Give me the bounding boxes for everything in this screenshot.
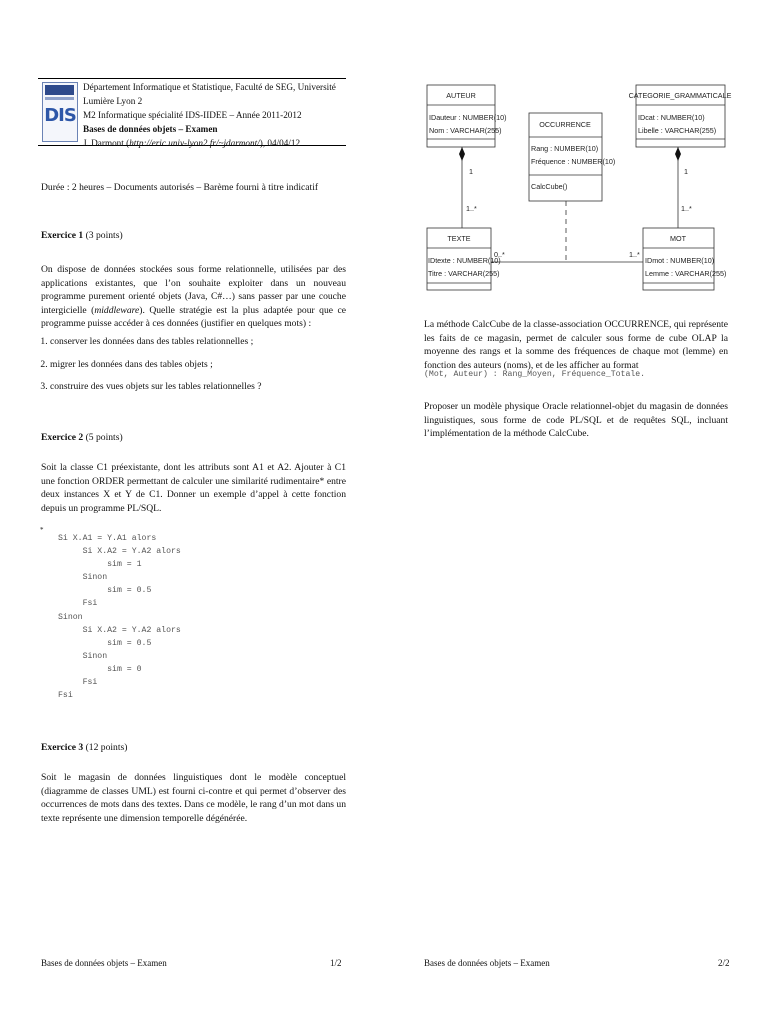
calccube-description: La méthode CalcCube de la classe-association OCCURRENCE, qui représente les faits de ce magasin, permet de calculer sous forme de cube OLAP la moyenne des rangs et la somme des fréquences de chaque mot (lemme) en fonction des auteurs (noms), et de les afficher au format	[424, 319, 728, 371]
mult-categorie-one: 1	[684, 167, 688, 176]
class-categorie-attr-1: IDcat : NUMBER(10)	[638, 113, 705, 122]
footer-title-p1: Bases de données objets – Examen	[41, 958, 167, 968]
ex1-points: (3 points)	[85, 230, 123, 241]
header-top-rule	[38, 78, 346, 79]
class-mot-attr-1: IDmot : NUMBER(10)	[645, 256, 715, 265]
ex2-footnote-mark: *	[40, 526, 44, 534]
dis-logo	[42, 82, 78, 142]
logo-band	[45, 85, 74, 95]
header-author	[83, 136, 353, 150]
mult-texte-many: 1..*	[466, 204, 477, 213]
composition-diamond-auteur	[459, 147, 465, 161]
class-mot-attr-2: Lemme : VARCHAR(255)	[645, 269, 727, 278]
class-occurrence-attr-2: Fréquence : NUMBER(10)	[531, 157, 616, 166]
ex1-title: Exercice 1	[41, 230, 84, 241]
class-texte-attr-2: Titre : VARCHAR(255)	[428, 269, 500, 278]
ex3-points: (12 points)	[85, 742, 128, 753]
ex1-option-2: 2. migrer les données dans des tables objets ;	[50, 358, 370, 372]
class-auteur-attr-1: IDauteur : NUMBER(10)	[429, 113, 507, 122]
class-texte-name: TEXTE	[447, 234, 471, 243]
page-2	[384, 0, 768, 1024]
ex1-option-3: 3. construire des vues objets sur les tables relationnelles ?	[50, 380, 370, 394]
class-occurrence-name: OCCURRENCE	[539, 120, 591, 129]
logo-text: DIS	[44, 105, 76, 126]
ex2-points: (5 points)	[85, 432, 123, 443]
mult-texte-zero-many: 0..*	[494, 250, 505, 259]
class-occurrence-method-1: CalcCube()	[531, 182, 568, 191]
class-mot-name: MOT	[670, 234, 686, 243]
ex2-heading	[41, 431, 351, 445]
ex1-paragraph	[41, 263, 346, 331]
header-course: Bases de données objets – Examen	[83, 124, 218, 134]
ex1-heading	[41, 229, 351, 243]
ex3-paragraph: Soit le magasin de données linguistiques dont le modèle conceptuel (diagramme de classes UML) est fourni ci-contre et qui permet d’observer des occurrences de mots dans des textes. Dans ce modèle, le rang d’un mot dans un texte représente une dimension temporelle dégénérée.	[41, 772, 346, 824]
calccube-format: (Mot, Auteur) : Rang_Moyen, Fréquence_Totale.	[424, 370, 646, 379]
class-texte-attr-1: IDtexte : NUMBER(10)	[428, 256, 501, 265]
ex1-option-1: 1. conserver les données dans des tables relationnelles ;	[50, 335, 370, 349]
ex2-paragraph: Soit la classe C1 préexistante, dont les attributs sont A1 et A2. Ajouter à C1 une fonction ORDER permettant de calculer une similarité rudimentaire* entre deux instances X et Y de C1. Donner un exemple d’appel à cette fonction depuis un programme PL/SQL.	[41, 462, 346, 514]
ex1-text: On dispose de données stockées sous forme relationnelle, utilisées par des applications existantes, que l’on souhaite exploiter dans un nouveau programme purement orienté objets (Java, C#…) sans passer par une couche intergicielle (	[41, 264, 346, 316]
header-author-suffix: ), 04/04/12	[259, 138, 301, 148]
mult-mot-one-many: 1..*	[629, 250, 640, 259]
exam-intro: Durée : 2 heures – Documents autorisés – Barème fourni à titre indicatif	[41, 182, 319, 193]
ex1-text-italic: middleware	[94, 304, 140, 316]
class-occurrence-attr-1: Rang : NUMBER(10)	[531, 144, 599, 153]
mult-mot-many: 1..*	[681, 204, 692, 213]
ex1-options	[24, 335, 370, 403]
footer-page-1: 1/2	[330, 958, 342, 968]
header-department: Département Informatique et Statistique, Faculté de SEG, Université Lumière Lyon 2	[83, 82, 336, 106]
header-author-prefix: J. Darmont (	[83, 138, 130, 148]
composition-diamond-categorie	[675, 147, 681, 161]
ex2-pseudocode: Si X.A1 = Y.A1 alors Si X.A2 = Y.A2 alors sim = 1 Sinon sim = 0.5 Fsi Sinon Si X.A2 = Y.A2 alors sim = 0.5 Sinon sim = 0 Fsi Fsi	[58, 534, 181, 701]
mult-auteur-one: 1	[469, 167, 473, 176]
header-lines	[83, 80, 353, 150]
header-program: M2 Informatique spécialité IDS-IIDEE – Année 2011-2012	[83, 110, 302, 120]
logo-band-2	[45, 97, 74, 100]
task-description: Proposer un modèle physique Oracle relationnel-objet du magasin de données linguistiques, sous forme de code PL/SQL et de requêtes SQL, incluant l’implémentation de la méthode CalcCube.	[424, 401, 728, 439]
header-author-url[interactable]: http://eric.univ-lyon2.fr/~jdarmont/	[129, 138, 260, 148]
ex2-title: Exercice 2	[41, 432, 84, 443]
footer-title-p2: Bases de données objets – Examen	[424, 958, 550, 968]
class-auteur-name: AUTEUR	[446, 91, 476, 100]
footer-page-2: 2/2	[718, 958, 730, 968]
ex3-heading	[41, 741, 351, 755]
class-categorie-attr-2: Libelle : VARCHAR(255)	[638, 126, 717, 135]
ex1-text-end: ). Quelle stratégie est la plus adaptée pour que ce programme puisse accéder à ces données (justifier en quelques mots) :	[41, 304, 346, 329]
ex3-title: Exercice 3	[41, 742, 84, 753]
uml-class-diagram	[384, 0, 768, 300]
class-categorie-name: CATEGORIE_GRAMMATICALE	[628, 91, 732, 100]
class-auteur-attr-2: Nom : VARCHAR(255)	[429, 126, 502, 135]
